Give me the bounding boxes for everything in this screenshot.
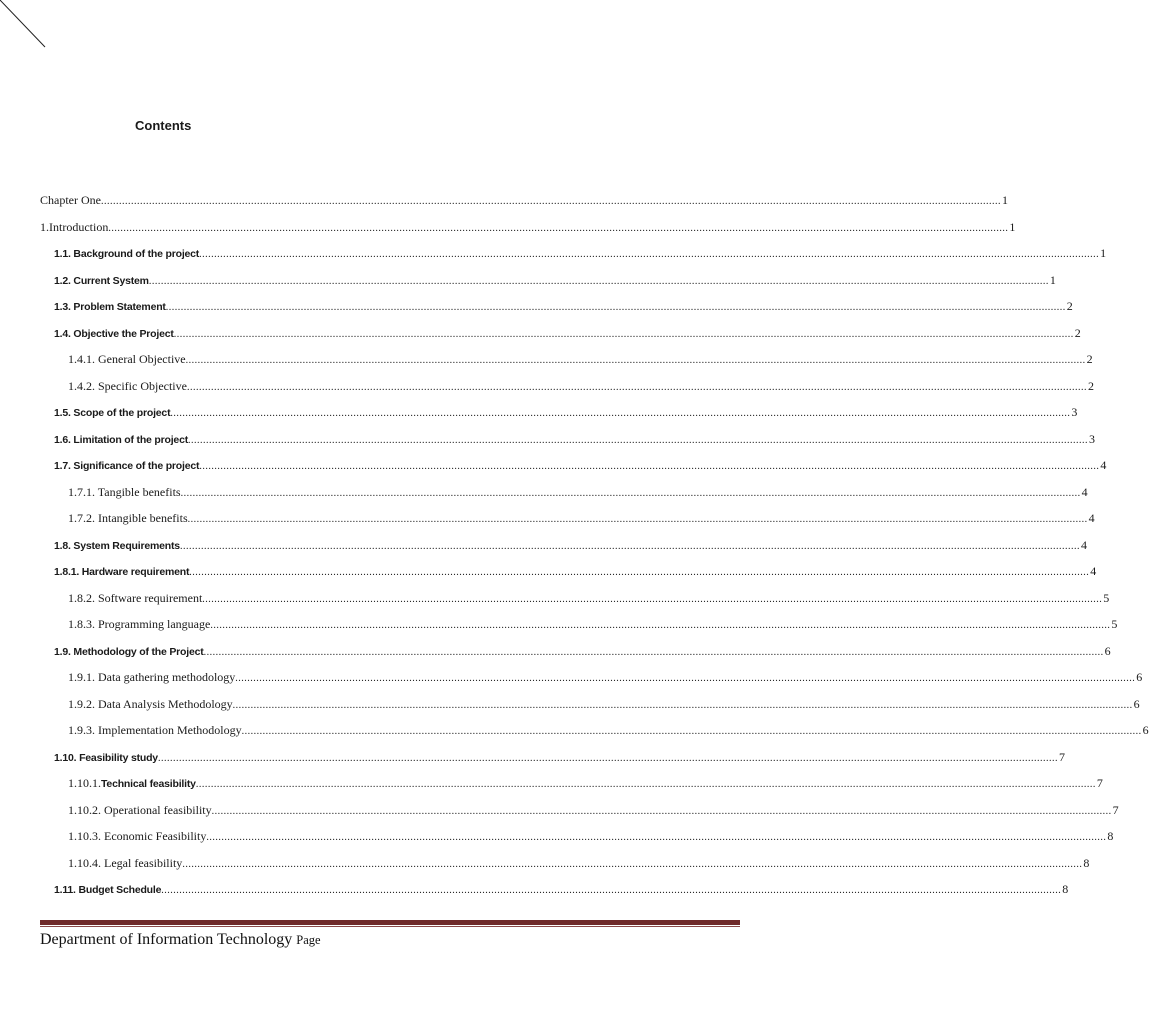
toc-entry[interactable] [40,352,1093,379]
toc-entry[interactable] [40,458,1107,485]
toc-leader-dots: ............................................................................................................................................................................................................................................................................................................ [203,646,1104,658]
toc-page-number: 8 [1062,882,1069,896]
toc-entry[interactable] [40,405,1078,432]
toc-entry-title: 1.4.2. Specific Objective [68,378,187,393]
toc-leader-dots: ............................................................................................................................................................................................................................................................................................................ [232,699,1133,711]
contents-heading: Contents [135,118,192,133]
toc-entry[interactable] [40,617,1118,644]
toc-page-number: 8 [1107,829,1114,843]
toc-page-number: 8 [1083,855,1090,870]
toc-entry-title: 1.4.1. General Objective [68,352,186,366]
toc-leader-dots: ............................................................................................................................................................................................................................................................................................................ [108,222,1009,234]
footer-rule [40,920,740,925]
toc-leader-dots: ............................................................................................................................................................................................................................................................................................................ [195,779,1096,790]
toc-entry[interactable] [40,802,1119,830]
toc-entry-title: 1.5. Scope of the project [54,407,171,419]
toc-page-number: 7 [1058,749,1065,764]
toc-entry-title: Chapter One [40,193,101,207]
toc-page-number: 6 [1133,696,1140,711]
toc-leader-dots: ............................................................................................................................................................................................................................................................................................................ [180,487,1081,499]
toc-page-number: 4 [1088,511,1095,525]
toc-leader-dots: ............................................................................................................................................................................................................................................................................................................ [186,381,1087,393]
toc-page-number: 2 [1087,378,1094,393]
toc-entry[interactable] [40,193,1008,220]
toc-entry-title: 1.10. Feasibility study [54,751,158,764]
toc-entry-title: 1.8.1. Hardware requirement [54,566,190,578]
toc-entry-title: 1.7. Significance of the project [54,460,200,472]
toc-leader-dots: ............................................................................................................................................................................................................................................................................................................ [199,249,1100,260]
toc-leader-dots: ............................................................................................................................................................................................................................................................................................................ [185,355,1086,366]
corner-mark [0,0,60,60]
toc-entry[interactable] [40,882,1069,909]
toc-leader-dots: ............................................................................................................................................................................................................................................................................................................ [235,673,1136,684]
toc-leader-dots: ............................................................................................................................................................................................................................................................................................................ [170,408,1071,419]
toc-page-number: 6 [1136,670,1143,684]
toc-page-number: 5 [1111,617,1118,631]
toc-entry-title: 1.9.2. Data Analysis Methodology [68,696,233,711]
toc-entry[interactable] [40,537,1087,565]
toc-leader-dots: ............................................................................................................................................................................................................................................................................................................ [206,832,1107,843]
toc-page-number: 2 [1086,352,1093,366]
footer-page-label: Page [296,933,321,947]
toc-entry[interactable] [40,855,1090,883]
toc-entry-title: 1.10.3. Economic Feasibility [68,829,207,843]
toc-leader-dots: ............................................................................................................................................................................................................................................................................................................ [173,328,1074,340]
footer-department: Department of Information Technology [40,931,293,948]
toc-entry-title: 1.10.2. Operational feasibility [68,802,212,817]
toc-page-number: 3 [1089,431,1096,446]
toc-entry-title: 1.3. Problem Statement [54,301,166,313]
toc-entry-title: 1.2. Current System [54,274,149,287]
toc-entry[interactable] [40,776,1103,803]
toc-entry-title: 1.1. Background of the project [54,248,200,260]
toc-entry-title: 1.4. Objective the Project [54,327,174,340]
toc-entry-title: 1.8.2. Software requirement [68,590,203,605]
toc-entry[interactable] [40,511,1095,538]
toc-page-number: 4 [1090,564,1097,578]
toc-leader-dots: ............................................................................................................................................................................................................................................................................................................ [188,434,1089,446]
toc-entry[interactable] [40,272,1056,300]
toc-leader-dots: ............................................................................................................................................................................................................................................................................................................ [210,620,1111,631]
toc-leader-dots: ............................................................................................................................................................................................................................................................................................................ [157,752,1058,764]
toc-entry-title: 1.11. Budget Schedule [54,884,162,896]
toc-page-number: 7 [1112,802,1119,817]
toc-entry[interactable] [40,246,1107,273]
toc-page-number: 7 [1096,776,1103,790]
toc-entry[interactable] [40,378,1094,406]
toc-page-number: 3 [1071,405,1078,419]
toc-page-number: 6 [1104,643,1111,658]
toc-entry[interactable] [40,564,1097,591]
toc-page-number: 1 [1100,246,1107,260]
toc-page-number: 4 [1081,484,1088,499]
toc-entry-title: 1.Introduction [40,219,109,234]
toc-page-number: 2 [1066,299,1073,313]
toc-leader-dots: ............................................................................................................................................................................................................................................................................................................ [148,275,1049,287]
toc-entry-title-emphasis: Technical feasibility [101,778,196,790]
table-of-contents [40,193,1149,909]
toc-entry-title: 1.8.3. Programming language [68,617,211,631]
toc-entry[interactable] [40,723,1149,750]
toc-entry-title: 1.10.4. Legal feasibility [68,855,183,870]
toc-entry-title: 1.6. Limitation of the project [54,433,189,446]
toc-entry[interactable] [40,299,1073,326]
toc-entry-title: 1.7.1. Tangible benefits [68,484,181,499]
toc-entry[interactable] [40,643,1111,671]
toc-entry[interactable] [40,829,1114,856]
toc-entry-title: 1.7.2. Intangible benefits [68,511,188,525]
toc-page-number: 4 [1080,537,1087,552]
toc-entry-title: 1.9.3. Implementation Methodology [68,723,242,737]
toc-entry-title: 1.10.1. [68,776,101,790]
toc-page-number: 1 [1049,272,1056,287]
toc-leader-dots: ............................................................................................................................................................................................................................................................................................................ [161,885,1062,896]
toc-page-number: 1 [1001,193,1008,207]
toc-leader-dots: ............................................................................................................................................................................................................................................................................................................ [202,593,1103,605]
toc-leader-dots: ............................................................................................................................................................................................................................................................................................................ [179,540,1080,552]
toc-entry[interactable] [40,325,1081,353]
toc-entry-title: 1.8. System Requirements [54,539,180,552]
toc-entry[interactable] [40,670,1143,697]
toc-leader-dots: ............................................................................................................................................................................................................................................................................................................ [241,726,1142,737]
toc-leader-dots: ............................................................................................................................................................................................................................................................................................................ [211,805,1112,817]
footer [40,931,321,949]
toc-entry[interactable] [40,219,1016,247]
toc-leader-dots: ............................................................................................................................................................................................................................................................................................................ [165,302,1066,313]
toc-leader-dots: ............................................................................................................................................................................................................................................................................................................ [199,461,1100,472]
toc-page-number: 6 [1142,723,1149,737]
toc-page-number: 2 [1074,325,1081,340]
toc-page-number: 1 [1009,219,1016,234]
toc-leader-dots: ............................................................................................................................................................................................................................................................................................................ [182,858,1083,870]
toc-leader-dots: ............................................................................................................................................................................................................................................................................................................ [187,514,1088,525]
footer-rule-thin [40,926,740,927]
toc-entry[interactable] [40,696,1140,724]
toc-entry-title: 1.9. Methodology of the Project [54,645,204,658]
toc-leader-dots: ............................................................................................................................................................................................................................................................................................................ [100,196,1001,207]
toc-entry[interactable] [40,590,1110,618]
toc-entry[interactable] [40,484,1088,512]
toc-page-number: 5 [1103,590,1110,605]
toc-page-number: 4 [1100,458,1107,472]
toc-entry-title: 1.9.1. Data gathering methodology [68,670,236,684]
toc-entry[interactable] [40,431,1096,459]
toc-leader-dots: ............................................................................................................................................................................................................................................................................................................ [189,567,1090,578]
toc-entry[interactable] [40,749,1065,777]
